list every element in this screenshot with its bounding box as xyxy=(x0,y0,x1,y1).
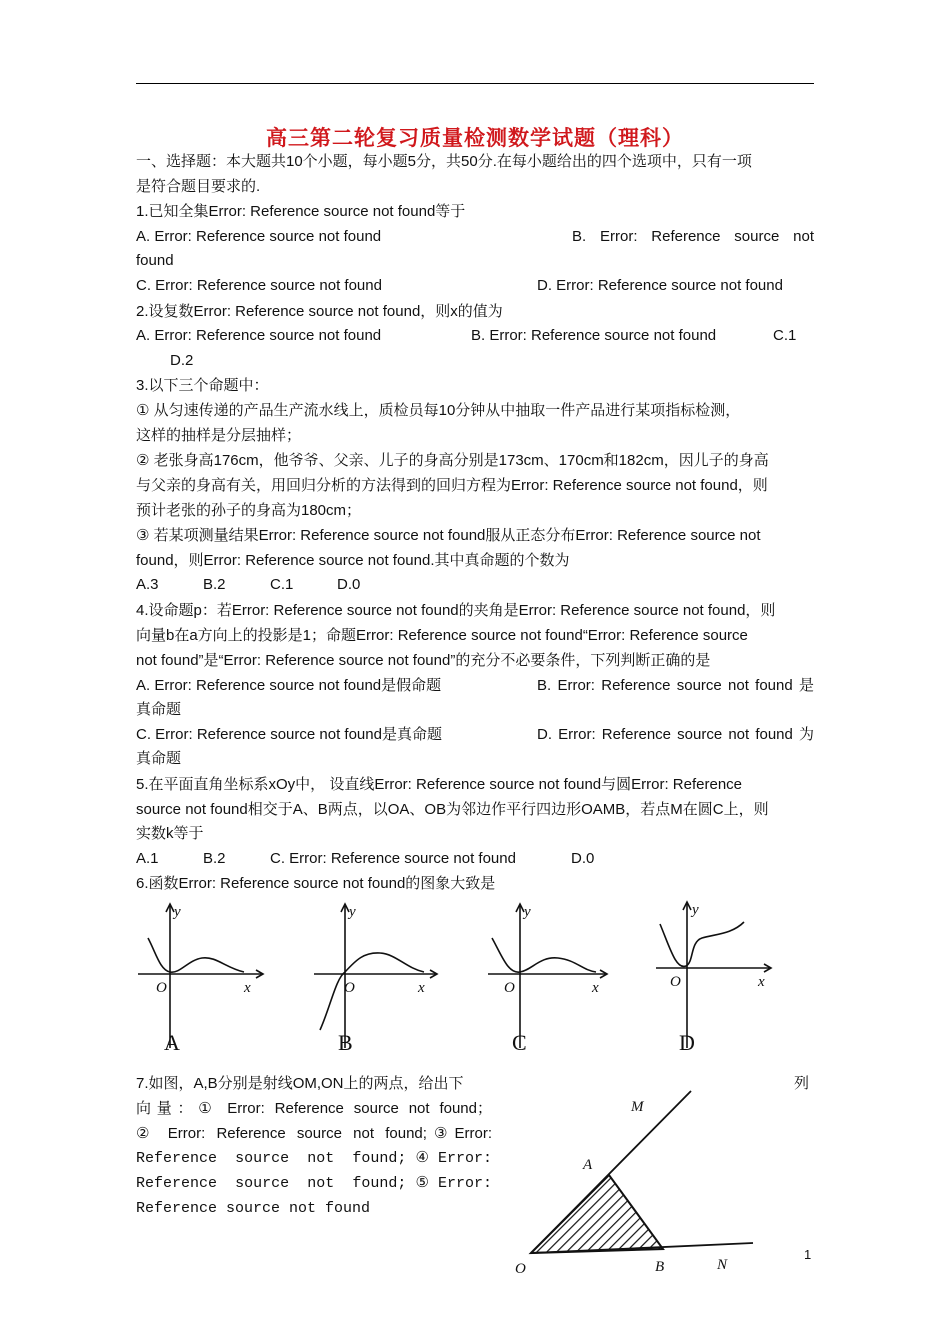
q4-option-a: A. Error: Reference source not found是假命题 xyxy=(136,677,442,694)
q2-stem: 2.设复数Error: Reference source not found，则x的值为 xyxy=(136,303,503,320)
q6-stem: 6.函数Error: Reference source not found的图象大致是 xyxy=(136,875,496,892)
q7-line-3: ② Error: Reference source not found;③Error: xyxy=(136,1125,492,1142)
q1-stem: 1.已知全集Error: Reference source not found等于 xyxy=(136,203,466,220)
graph-d-origin: O xyxy=(670,974,681,990)
graph-b-y-label: y xyxy=(349,904,356,920)
q3-option-a: A.3 xyxy=(136,576,159,593)
q4-option-b: B. Error: Reference source not found 是 xyxy=(537,677,814,694)
graph-b-origin: O xyxy=(344,980,355,996)
q1-option-a: A. Error: Reference source not found xyxy=(136,228,382,245)
intro-line-1: 一、选择题：本大题共10个小题，每小题5分，共50分.在每小题给出的四个选项中，只有一项 xyxy=(136,153,752,170)
q5-option-a: A.1 xyxy=(136,850,159,867)
header-rule xyxy=(136,83,814,84)
q7-line-5: Reference source not found;⑤Error: xyxy=(136,1175,492,1192)
q3-line-5: 预计老张的孙子的身高为180cm； xyxy=(136,502,362,519)
q6-function-graphs xyxy=(130,898,790,1058)
graph-c-label: C xyxy=(512,1030,527,1055)
q5-option-b: B.2 xyxy=(203,850,226,867)
q3-line-2: 这样的抽样是分层抽样； xyxy=(136,427,302,444)
q3-line-7: found，则Error: Reference source not found.其中真命题的个数为 xyxy=(136,552,570,569)
q7-line-1-end: 列 xyxy=(794,1075,810,1092)
q1-option-b: B. Error: Reference source not xyxy=(572,228,814,245)
graph-a-label: A xyxy=(164,1030,180,1055)
q7-line-4: Reference source not found;④Error: xyxy=(136,1150,492,1167)
label-m: M xyxy=(631,1099,644,1115)
q7-line-2: 向量：① Error: Reference source not found； xyxy=(136,1100,492,1117)
q1-option-d: D. Error: Reference source not found xyxy=(537,277,783,294)
q4-option-b-cont: 真命题 xyxy=(136,701,182,718)
graph-a-origin: O xyxy=(156,980,167,996)
q2-option-b: B. Error: Reference source not found xyxy=(471,327,717,344)
q1-option-c: C. Error: Reference source not found xyxy=(136,277,382,294)
graph-b-label: B xyxy=(338,1030,353,1055)
q3-line-3: ② 老张身高176cm，他爷爷、父亲、儿子的身高分别是173cm、170cm和182cm，因儿子的身高 xyxy=(136,452,769,469)
q3-line-4: 与父亲的身高有关，用回归分析的方法得到的回归方程为Error: Reference source not found，则 xyxy=(136,477,768,494)
q2-option-a: A. Error: Reference source not found xyxy=(136,327,382,344)
graph-c xyxy=(488,904,607,1048)
q4-option-d-cont: 真命题 xyxy=(136,750,182,767)
q4-option-c: C. Error: Reference source not found是真命题 xyxy=(136,726,442,743)
graph-d-x-label: x xyxy=(758,974,765,990)
page-title: 高三第二轮复习质量检测数学试题（理科） xyxy=(266,127,684,150)
q3-option-b: B.2 xyxy=(203,576,226,593)
q3-stem: 3.以下三个命题中： xyxy=(136,377,269,394)
q4-option-d: D. Error: Reference source not found 为 xyxy=(537,726,814,743)
q3-line-1: ① 从匀速传递的产品生产流水线上，质检员每10分钟从中抽取一件产品进行某项指标检测， xyxy=(136,402,741,419)
intro-line-2: 是符合题目要求的. xyxy=(136,178,261,195)
q4-line-3: not found”是“Error: Reference source not found”的充分不必要条件，下列判断正确的是 xyxy=(136,652,711,669)
q7-figure xyxy=(505,1085,760,1285)
q2-option-c: C.1 xyxy=(773,327,797,344)
graph-a xyxy=(138,904,263,1048)
page-number: 1 xyxy=(804,1247,812,1262)
q2-option-d: D.2 xyxy=(170,352,194,369)
graph-a-y-label: y xyxy=(174,904,181,920)
label-o: O xyxy=(515,1261,526,1277)
graph-c-x-label: x xyxy=(592,980,599,996)
label-n: N xyxy=(717,1257,728,1273)
graph-d-y-label: y xyxy=(692,902,699,918)
q5-option-d: D.0 xyxy=(571,850,595,867)
label-b: B xyxy=(655,1259,665,1275)
graph-b-x-label: x xyxy=(418,980,425,996)
q7-line-6: Reference source not found xyxy=(136,1200,371,1217)
graph-c-origin: O xyxy=(504,980,515,996)
graph-d-label: D xyxy=(679,1030,695,1055)
q5-line-3: 实数k等于 xyxy=(136,825,204,842)
q3-line-6: ③ 若某项测量结果Error: Reference source not found服从正态分布Error: Reference source not xyxy=(136,527,761,544)
label-a: A xyxy=(583,1157,593,1173)
graph-a-x-label: x xyxy=(244,980,251,996)
graph-c-y-label: y xyxy=(524,904,531,920)
q4-line-2: 向量b在a方向上的投影是1；命题Error: Reference source not found“Error: Reference source xyxy=(136,627,748,644)
q7-line-1: 7.如图，A,B分别是射线OM,ON上的两点，给出下 xyxy=(136,1075,464,1092)
q1-option-b-cont: found xyxy=(136,252,174,269)
q4-line-1: 4.设命题p：若Error: Reference source not found的夹角是Error: Reference source not found，则 xyxy=(136,602,776,619)
q5-option-c: C. Error: Reference source not found xyxy=(270,850,516,867)
q5-line-2: source not found相交于A、B两点，以OA、OB为邻边作平行四边形OAMB，若点M在圆C上，则 xyxy=(136,801,769,818)
q3-option-d: D.0 xyxy=(337,576,361,593)
q5-line-1: 5.在平面直角坐标系xOy中， 设直线Error: Reference source not found与圆Error: Reference xyxy=(136,776,743,793)
q3-option-c: C.1 xyxy=(270,576,294,593)
graph-b xyxy=(314,904,437,1048)
